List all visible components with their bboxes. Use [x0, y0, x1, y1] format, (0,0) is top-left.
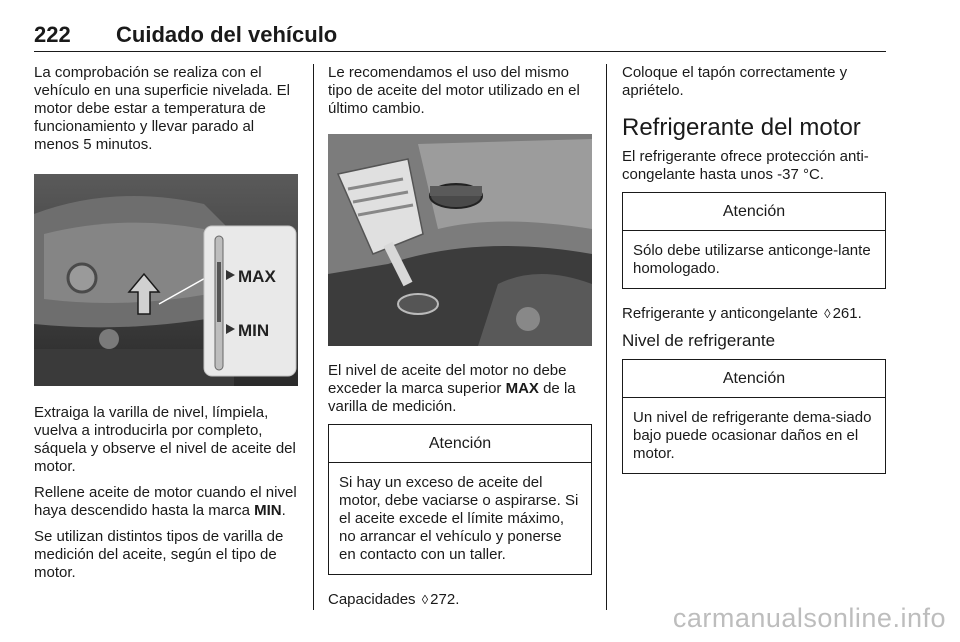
caution-title: Atención	[623, 360, 885, 398]
caution-box-antifreeze	[622, 192, 886, 289]
capacity-reference: Capacidades ◊ 272.	[328, 591, 460, 608]
caution-text: Si hay un exceso de aceite del motor, debe vaciarse o aspirarse. Si el aceite excede el límite máximo, no arrancar el vehículo y ponerse en contacto con un taller.	[339, 474, 579, 563]
column-middle	[328, 64, 592, 617]
max-label: MAX	[238, 267, 276, 286]
check-conditions-text: La comprobación se realiza con el vehículo en una superficie nivelada. El motor debe estar a temperatura de funcionamiento y llevar parado al menos 5 minutos.	[34, 64, 290, 153]
page-header	[34, 16, 886, 52]
page-number: 222	[34, 22, 71, 47]
watermark: carmanualsonline.info	[672, 603, 946, 633]
oil-refill-illustration	[328, 134, 592, 346]
caution-text: Un nivel de refrigerante dema-siado bajo puede ocasionar daños en el motor.	[633, 409, 872, 462]
caution-box-oil	[328, 424, 592, 575]
dipstick-types-text: Se utilizan distintos tipos de varilla de medición del aceite, según el tipo de motor.	[34, 528, 284, 581]
coolant-reference: Refrigerante y anticongelante ◊ 261.	[622, 305, 862, 322]
column-divider	[313, 64, 314, 610]
caution-text: Sólo debe utilizarse anticonge-lante homologado.	[633, 242, 871, 277]
caution-title: Atención	[329, 425, 591, 463]
cap-instruction: Coloque el tapón correctamente y apriételo.	[622, 64, 848, 99]
caution-box-coolant-level	[622, 359, 886, 474]
column-left	[34, 64, 298, 590]
coolant-level-heading: Nivel de refrigerante	[622, 331, 776, 350]
page-ref-icon: ◊	[824, 306, 831, 321]
refill-text: Rellene aceite de motor cuando el nivel haya descendido hasta la marca MIN.	[34, 484, 297, 519]
min-label: MIN	[238, 321, 270, 340]
column-right	[622, 64, 886, 490]
column-divider	[606, 64, 607, 610]
dipstick-figure	[34, 174, 298, 386]
dipstick-illustration	[34, 174, 298, 386]
coolant-heading: Refrigerante del motor	[622, 114, 861, 141]
oil-recommendation-text: Le recomendamos el uso del mismo tipo de aceite del motor utilizado en el último cambio.	[328, 64, 580, 117]
page-ref-icon: ◊	[421, 592, 429, 607]
caution-title: Atención	[623, 193, 885, 231]
dipstick-instructions: Extraiga la varilla de nivel, límpiela, vuelva a introducirla por completo, sáquela y observe el nivel de aceite del motor.	[34, 404, 296, 475]
oil-refill-figure	[328, 134, 592, 346]
section-title: Cuidado del vehículo	[116, 22, 338, 47]
coolant-protection-text: El refrigerante ofrece protección anti-congelante hasta unos -37 °C.	[622, 148, 869, 183]
oil-max-text: El nivel de aceite del motor no debe exceder la marca superior MAX de la varilla de medición.	[328, 362, 576, 415]
min-mark: MIN	[254, 502, 282, 519]
max-mark: MAX	[505, 380, 539, 397]
